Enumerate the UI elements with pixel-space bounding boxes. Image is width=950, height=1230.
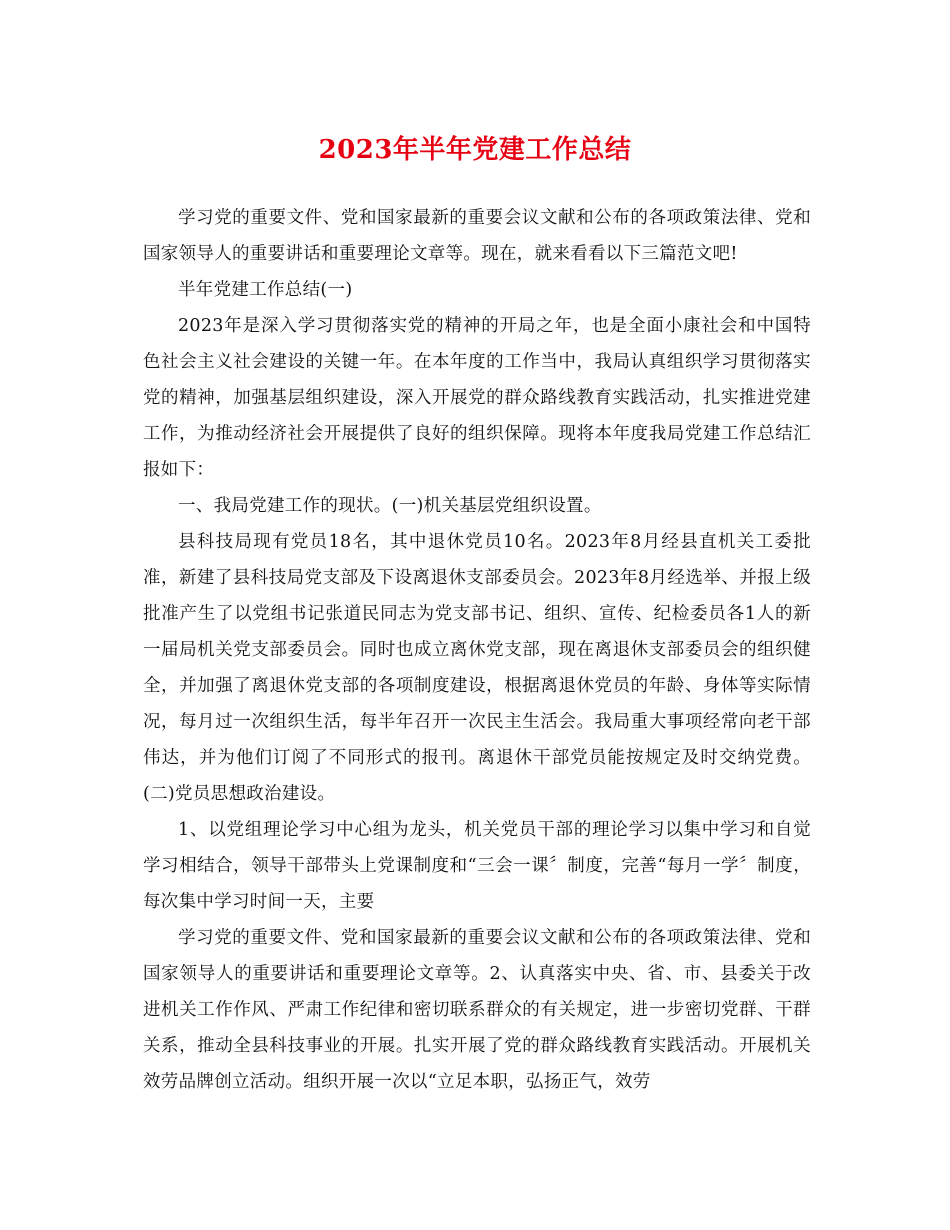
paragraph: 1、以党组理论学习中心组为龙头，机关党员干部的理论学习以集中学习和自觉学习相结合，领导干部带头上党课制度和“三会一课〞制度，完善“每月一学〞制度，每次集中学习时间一天，主要 [143, 820, 811, 912]
paragraph: 县科技局现有党员18名，其中退休党员10名。2023年8月经县直机关工委批准，新建了县科技局党支部及下设离退休支部委员会。2023年8月经选举、并报上级批准产生了以党组书记张道民同志为党支部书记、组织、宣传、纪检委员各1人的新一届局机关党支部委员会。同时也成立离休党支部，现在离退休支部委员会的组织健全，并加强了离退休党支部的各项制度建设，根据离退休党员的年龄、身体等实际情况，每月过一次组织生活，每半年召开一次民主生活会。我局重大事项经常向老干部伟达，并为他们订阅了不同形式的报刊。离退休干部党员能按规定及时交纳党费。(二)党员思想政治建设。 [143, 532, 811, 804]
document-body [143, 200, 811, 1100]
paragraph: 一、我局党建工作的现状。(一)机关基层党组织设置。 [178, 496, 602, 516]
paragraph-section-heading: 半年党建工作总结(一) [178, 280, 353, 300]
paragraph: 学习党的重要文件、党和国家最新的重要会议文献和公布的各项政策法律、党和国家领导人的重要讲话和重要理论文章等。2、认真落实中央、省、市、县委关于改进机关工作作风、严肃工作纪律和密切联系群众的有关规定，进一步密切党群、干群关系，推动全县科技事业的开展。扎实开展了党的群众路线教育实践活动。开展机关效劳品牌创立活动。组织开展一次以“立足本职，弘扬正气，效劳 [143, 928, 811, 1092]
paragraph: 2023年是深入学习贯彻落实党的精神的开局之年，也是全面小康社会和中国特色社会主义社会建设的关键一年。在本年度的工作当中，我局认真组织学习贯彻落实党的精神，加强基层组织建设，深入开展党的群众路线教育实践活动，扎实推进党建工作，为推动经济社会开展提供了良好的组织保障。现将本年度我局党建工作总结汇报如下： [143, 316, 811, 480]
document-title: 2023年半年党建工作总结 [318, 135, 632, 165]
paragraph-intro: 学习党的重要文件、党和国家最新的重要会议文献和公布的各项政策法律、党和国家领导人的重要讲话和重要理论文章等。现在，就来看看以下三篇范文吧! [143, 208, 811, 264]
